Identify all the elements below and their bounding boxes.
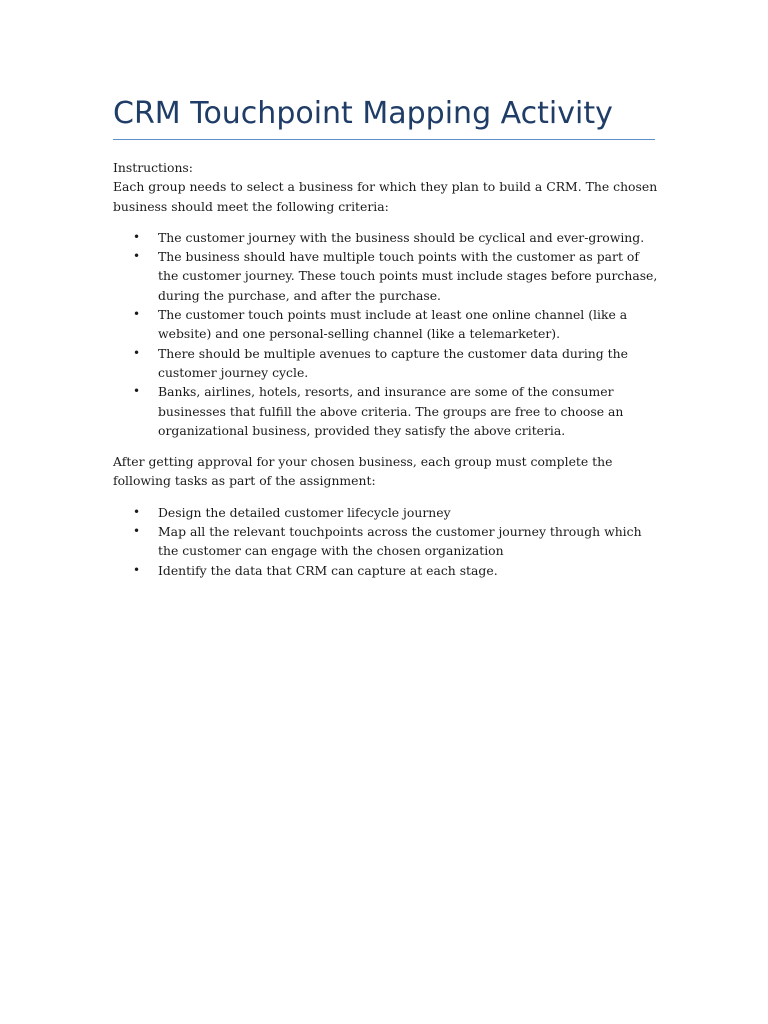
bullet-icon: • [133,562,141,577]
criteria-list [113,228,658,440]
page-title: CRM Touchpoint Mapping Activity [113,96,613,131]
spacer [113,491,658,503]
list-item [113,247,658,305]
bullet-icon: • [133,229,141,244]
intro-paragraph: Each group needs to select a business for which they plan to build a CRM. The chosen business should meet the following criteria: [113,179,658,214]
task-item-text: Design the detailed customer lifecycle journey [158,504,451,520]
task-item-text: Identify the data that CRM can capture at each stage. [158,562,498,578]
bullet-icon: • [133,249,141,264]
bullet-icon: • [133,384,141,399]
bullet-icon: • [133,524,141,539]
tasks-list [113,503,658,580]
tasks-intro-paragraph: After getting approval for your chosen business, each group must complete the following tasks as part of the assignment: [113,454,613,489]
bullet-icon: • [133,307,141,322]
list-item [113,305,658,344]
criteria-item-text: There should be multiple avenues to capture the customer data during the customer journey cycle. [158,345,628,380]
criteria-item-text: Banks, airlines, hotels, resorts, and insurance are some of the consumer businesses that fulfill the above criteria. The groups are free to choose an organizational business, provided they satisfy the above criteria. [158,384,624,438]
list-item [113,344,658,383]
list-item [113,228,658,247]
list-item [113,561,658,580]
criteria-item-text: The customer touch points must include at least one online channel (like a website) and one personal-selling channel (like a telemarketer). [158,307,628,342]
list-item [113,382,658,440]
list-item [113,503,658,522]
title-underline-divider [113,139,655,140]
spacer [113,216,658,228]
document-body [113,158,658,580]
criteria-item-text: The customer journey with the business should be cyclical and ever-growing. [158,229,645,245]
instructions-label: Instructions: [113,160,193,175]
bullet-icon: • [133,504,141,519]
spacer [113,440,658,452]
list-item [113,522,658,561]
criteria-item-text: The business should have multiple touch points with the customer as part of the customer journey. These touch points must include stages before purchase, during the purchase, and after the purchase. [158,249,658,303]
task-item-text: Map all the relevant touchpoints across the customer journey through which the customer can engage with the chosen organization [158,524,642,559]
bullet-icon: • [133,345,141,360]
